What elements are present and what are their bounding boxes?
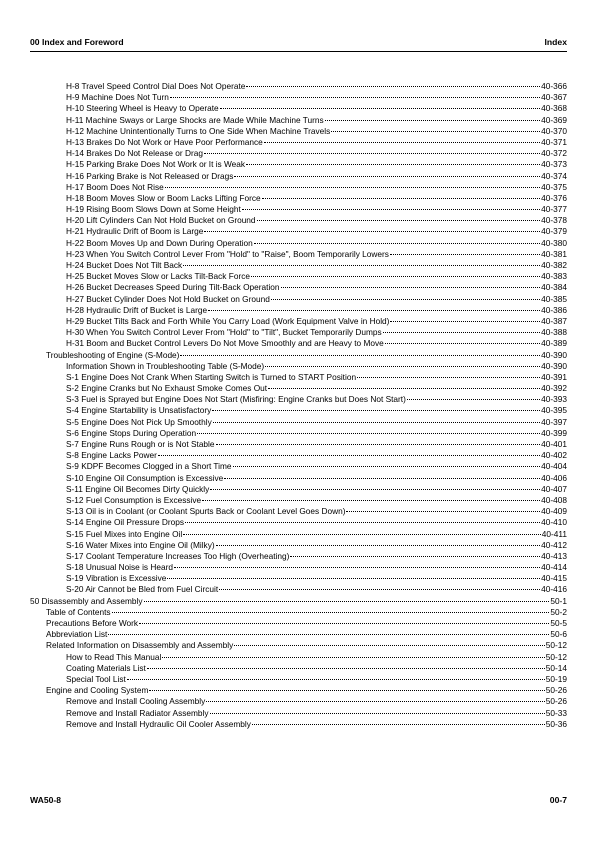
dot-leader	[208, 310, 540, 311]
toc-entry[interactable]	[30, 238, 567, 249]
dot-leader	[127, 679, 545, 680]
toc-entry-page: 40-411	[541, 528, 567, 539]
dot-leader	[158, 455, 540, 456]
toc-entry-title: S-20 Air Cannot be Bled from Fuel Circuit	[66, 584, 219, 595]
toc-entry[interactable]	[30, 428, 567, 439]
toc-entry-page: 40-380	[541, 237, 567, 248]
toc-entry[interactable]	[30, 551, 567, 562]
dot-leader	[165, 187, 540, 188]
table-of-contents	[30, 81, 567, 730]
dot-leader	[262, 198, 541, 199]
toc-entry-page: 40-368	[541, 103, 567, 114]
dot-leader	[265, 366, 540, 367]
dot-leader	[139, 623, 549, 624]
toc-entry-title: S-7 Engine Runs Rough or is Not Stable	[66, 439, 215, 449]
toc-entry-title: H-13 Brakes Do Not Work or Have Poor Performance	[66, 136, 263, 147]
dot-leader	[210, 713, 545, 714]
dot-leader	[144, 601, 550, 602]
toc-entry-title: H-16 Parking Brake is Not Released or Drags	[66, 170, 234, 181]
toc-entry-page: 40-390	[541, 360, 567, 371]
toc-entry-page: 40-386	[541, 304, 567, 315]
toc-entry-title: S-17 Coolant Temperature Increases Too High (Overheating)	[66, 550, 290, 561]
toc-entry-title: H-26 Bucket Decreases Speed During Tilt-Back Operation	[66, 282, 280, 293]
toc-entry-title: S-8 Engine Lacks Power	[66, 450, 157, 461]
page-footer	[30, 795, 567, 807]
dot-leader	[202, 500, 540, 501]
toc-entry-page: 40-414	[541, 562, 567, 573]
dot-leader	[204, 231, 540, 232]
toc-entry-page: 40-415	[541, 573, 567, 584]
dot-leader	[183, 265, 540, 266]
header-label: Index	[544, 37, 567, 47]
toc-entry[interactable]	[30, 204, 567, 215]
toc-entry-title: Precautions Before Work	[46, 618, 139, 628]
toc-entry[interactable]	[30, 473, 567, 484]
dot-leader	[185, 522, 540, 523]
dot-leader	[234, 645, 545, 646]
dot-leader	[281, 287, 541, 288]
toc-entry-page: 40-395	[541, 405, 567, 416]
toc-entry[interactable]	[30, 450, 567, 461]
dot-leader	[246, 86, 540, 87]
toc-entry[interactable]	[30, 629, 567, 640]
dot-leader	[264, 142, 540, 143]
dot-leader	[183, 534, 541, 535]
toc-entry-title: Engine and Cooling System	[46, 685, 149, 696]
toc-entry-title: S-13 Oil is in Coolant (or Coolant Spurts Back or Coolant Level Goes Down)	[66, 506, 346, 517]
dot-leader	[242, 209, 540, 210]
toc-entry[interactable]	[30, 193, 567, 204]
toc-entry-page: 40-371	[541, 136, 567, 147]
toc-entry-title: S-15 Fuel Mixes into Engine Oil	[66, 528, 183, 539]
toc-entry-title: H-11 Machine Sways or Large Shocks are Made While Machine Turns	[66, 114, 324, 125]
toc-entry-page: 50-36	[545, 718, 567, 729]
toc-entry-title: Special Tool List	[66, 673, 126, 684]
toc-entry-page: 40-375	[541, 181, 567, 192]
toc-entry[interactable]	[30, 137, 567, 148]
toc-entry[interactable]	[30, 663, 567, 674]
toc-entry-page: 40-416	[541, 584, 567, 595]
toc-entry-title: How to Read This Manual	[66, 651, 162, 662]
toc-entry[interactable]	[30, 484, 567, 495]
toc-entry-title: H-31 Boom and Bucket Control Levers Do Not Move Smoothly and are Heavy to Move	[66, 338, 384, 349]
toc-entry-page: 40-404	[541, 461, 567, 472]
toc-entry-title: H-21 Hydraulic Drift of Boom is Large	[66, 226, 204, 237]
toc-entry[interactable]	[30, 294, 567, 305]
dot-leader	[108, 634, 549, 635]
toc-entry-title: S-19 Vibration is Excessive	[66, 573, 167, 584]
toc-entry[interactable]	[30, 394, 567, 405]
toc-entry-title: H-15 Parking Brake Does Not Work or It is Weak	[66, 159, 246, 170]
toc-entry[interactable]	[30, 640, 567, 651]
dot-leader	[149, 690, 544, 691]
toc-entry-title: H-23 When You Switch Control Lever From "Hold" to "Raise", Boom Temporarily Lowers	[66, 248, 389, 259]
toc-entry[interactable]	[30, 103, 567, 114]
toc-entry-page: 40-393	[541, 394, 567, 405]
toc-entry-title: S-16 Water Mixes into Engine Oil (Milky)	[66, 539, 215, 550]
toc-entry[interactable]	[30, 249, 567, 260]
toc-entry-title: S-12 Fuel Consumption is Excessive	[66, 494, 202, 505]
toc-entry-title: H-17 Boom Does Not Rise	[66, 181, 164, 192]
toc-entry-title: Coating Materials List	[66, 662, 146, 673]
toc-entry[interactable]	[30, 148, 567, 159]
toc-entry[interactable]	[30, 260, 567, 271]
toc-entry-title: H-8 Travel Speed Control Dial Does Not Operate	[66, 81, 246, 91]
toc-entry-page: 40-378	[541, 215, 567, 226]
toc-entry-title: H-10 Steering Wheel is Heavy to Operate	[66, 103, 219, 114]
dot-leader	[204, 153, 540, 154]
dot-leader	[220, 108, 541, 109]
toc-entry-page: 40-412	[541, 539, 567, 550]
toc-entry[interactable]	[30, 383, 567, 394]
toc-entry[interactable]	[30, 159, 567, 170]
toc-entry-title: S-14 Engine Oil Pressure Drops	[66, 517, 185, 528]
dot-leader	[213, 422, 540, 423]
toc-entry[interactable]	[30, 92, 567, 103]
dot-leader	[246, 164, 540, 165]
toc-entry-page: 40-392	[541, 383, 567, 394]
toc-entry[interactable]	[30, 338, 567, 349]
toc-entry-page: 40-391	[541, 371, 567, 382]
dot-leader	[234, 176, 540, 177]
dot-leader	[216, 545, 541, 546]
toc-entry-title: H-14 Brakes Do Not Release or Drag	[66, 148, 203, 159]
toc-entry-title: H-18 Boom Moves Slow or Boom Lacks Lifting Force	[66, 192, 261, 203]
toc-entry[interactable]	[30, 126, 567, 137]
toc-entry-title: S-4 Engine Startability is Unsatisfactory	[66, 405, 212, 416]
toc-entry[interactable]	[30, 708, 567, 719]
toc-entry-title: H-12 Machine Unintentionally Turns to One Side When Machine Travels	[66, 125, 331, 136]
toc-entry[interactable]	[30, 573, 567, 584]
toc-entry-page: 50-19	[545, 673, 567, 684]
dot-leader	[210, 489, 540, 490]
dot-leader	[390, 254, 540, 255]
dot-leader	[254, 243, 540, 244]
toc-entry-page: 40-369	[541, 114, 567, 125]
toc-entry-page: 40-383	[541, 271, 567, 282]
toc-entry-title: Remove and Install Radiator Assembly	[66, 707, 209, 718]
toc-entry[interactable]	[30, 461, 567, 472]
toc-entry-page: 50-14	[545, 662, 567, 673]
toc-entry-page: 50-26	[545, 696, 567, 707]
toc-entry-page: 40-366	[541, 81, 567, 91]
toc-entry[interactable]	[30, 529, 567, 540]
toc-entry-page: 50-6	[550, 629, 567, 640]
toc-entry-page: 50-26	[545, 685, 567, 696]
toc-entry-page: 50-12	[545, 651, 567, 662]
dot-leader	[167, 578, 540, 579]
toc-entry-page: 50-33	[545, 707, 567, 718]
toc-entry-page: 50-5	[550, 618, 567, 628]
toc-entry[interactable]	[30, 495, 567, 506]
toc-entry[interactable]	[30, 226, 567, 237]
dot-leader	[206, 701, 544, 702]
toc-entry[interactable]	[30, 171, 567, 182]
toc-entry[interactable]	[30, 696, 567, 707]
toc-entry-page: 50-1	[550, 595, 567, 606]
toc-entry-page: 40-402	[541, 450, 567, 461]
toc-entry-title: H-9 Machine Does Not Turn	[66, 92, 169, 103]
toc-entry-title: S-5 Engine Does Not Pick Up Smoothly	[66, 416, 212, 427]
header-section-title: 00 Index and Foreword	[30, 37, 124, 47]
toc-entry-page: 40-388	[541, 327, 567, 338]
toc-entry-title: S-2 Engine Cranks but No Exhaust Smoke Comes Out	[66, 383, 268, 394]
toc-entry[interactable]	[30, 372, 567, 383]
dot-leader	[385, 343, 540, 344]
toc-entry-page: 40-377	[541, 204, 567, 215]
toc-entry[interactable]	[30, 215, 567, 226]
toc-entry-page: 40-397	[541, 416, 567, 427]
toc-entry-page: 40-384	[541, 282, 567, 293]
toc-entry[interactable]	[30, 596, 567, 607]
toc-entry-page: 40-385	[541, 293, 567, 304]
toc-entry[interactable]	[30, 316, 567, 327]
toc-entry[interactable]	[30, 439, 567, 450]
toc-entry-page: 40-409	[541, 506, 567, 517]
dot-leader	[407, 399, 540, 400]
dot-leader	[325, 120, 541, 121]
toc-entry[interactable]	[30, 540, 567, 551]
toc-entry[interactable]	[30, 517, 567, 528]
toc-entry-title: S-3 Fuel is Sprayed but Engine Does Not Start (Misfiring: Engine Cranks but Does Not Start)	[66, 394, 406, 405]
toc-entry[interactable]	[30, 271, 567, 282]
toc-entry-title: Troubleshooting of Engine (S-Mode)	[46, 349, 180, 360]
footer-model: WA50-8	[30, 795, 62, 805]
toc-entry[interactable]	[30, 618, 567, 629]
toc-entry-title: H-24 Bucket Does Not Tilt Back	[66, 260, 183, 270]
toc-entry-title: H-20 Lift Cylinders Can Not Hold Bucket on Ground	[66, 215, 256, 226]
toc-entry[interactable]	[30, 115, 567, 126]
dot-leader	[180, 355, 540, 356]
toc-entry[interactable]	[30, 506, 567, 517]
toc-entry-page: 40-406	[541, 472, 567, 483]
toc-entry[interactable]	[30, 282, 567, 293]
toc-entry-title: S-11 Engine Oil Becomes Dirty Quickly	[66, 483, 210, 494]
toc-entry[interactable]	[30, 405, 567, 416]
toc-entry-page: 40-367	[541, 92, 567, 103]
toc-entry-page: 50-12	[545, 640, 567, 651]
toc-entry-page: 40-390	[541, 349, 567, 360]
toc-entry-page: 40-399	[541, 427, 567, 438]
toc-entry-title: H-19 Rising Boom Slows Down at Some Height	[66, 204, 241, 215]
toc-entry-title: S-6 Engine Stops During Operation	[66, 427, 197, 438]
toc-entry-title: H-29 Bucket Tilts Back and Forth While You Carry Load (Work Equipment Valve in Hold)	[66, 315, 390, 326]
dot-leader	[390, 321, 540, 322]
dot-leader	[224, 478, 540, 479]
toc-entry-page: 40-401	[541, 439, 567, 449]
toc-entry[interactable]	[30, 305, 567, 316]
toc-entry-page: 40-370	[541, 125, 567, 136]
dot-leader	[219, 589, 540, 590]
dot-leader	[383, 332, 540, 333]
dot-leader	[197, 433, 540, 434]
toc-entry-page: 40-376	[541, 192, 567, 203]
toc-entry[interactable]	[30, 685, 567, 696]
toc-entry[interactable]	[30, 584, 567, 595]
toc-entry[interactable]	[30, 607, 567, 618]
toc-entry-page: 40-374	[541, 170, 567, 181]
toc-entry-title: 50 Disassembly and Assembly	[30, 595, 143, 606]
dot-leader	[271, 299, 540, 300]
dot-leader	[233, 466, 541, 467]
toc-entry-title: Remove and Install Cooling Assembly	[66, 696, 206, 707]
toc-entry-page: 40-372	[541, 148, 567, 159]
toc-entry[interactable]	[30, 719, 567, 730]
dot-leader	[147, 668, 545, 669]
toc-entry[interactable]	[30, 562, 567, 573]
toc-entry[interactable]	[30, 652, 567, 663]
toc-entry-title: Abbreviation List	[46, 629, 108, 640]
dot-leader	[290, 556, 540, 557]
dot-leader	[170, 97, 540, 98]
toc-entry-title: H-28 Hydraulic Drift of Bucket is Large	[66, 304, 208, 315]
toc-entry-title: S-1 Engine Does Not Crank When Starting Switch is Turned to START Position	[66, 371, 357, 382]
dot-leader	[174, 567, 540, 568]
toc-entry[interactable]	[30, 182, 567, 193]
dot-leader	[257, 220, 541, 221]
toc-entry-page: 40-373	[541, 159, 567, 170]
toc-entry[interactable]	[30, 350, 567, 361]
toc-entry-title: H-27 Bucket Cylinder Does Not Hold Bucket on Ground	[66, 293, 270, 304]
toc-entry-title: Information Shown in Troubleshooting Table (S-Mode)	[66, 360, 265, 371]
toc-entry[interactable]	[30, 327, 567, 338]
toc-entry[interactable]	[30, 361, 567, 372]
toc-entry-title: H-25 Bucket Moves Slow or Lacks Tilt-Back Force	[66, 271, 250, 282]
toc-entry-title: Table of Contents	[46, 606, 111, 617]
dot-leader	[331, 131, 540, 132]
toc-entry[interactable]	[30, 81, 567, 92]
dot-leader	[357, 377, 540, 378]
toc-entry-page: 40-410	[541, 517, 567, 528]
toc-entry[interactable]	[30, 674, 567, 685]
toc-entry-page: 40-407	[541, 483, 567, 494]
toc-entry-title: S-18 Unusual Noise is Heard	[66, 562, 173, 573]
dot-leader	[251, 276, 540, 277]
toc-entry[interactable]	[30, 417, 567, 428]
toc-entry-title: S-9 KDPF Becomes Clogged in a Short Time	[66, 461, 232, 472]
toc-entry-page: 40-382	[541, 260, 567, 270]
toc-entry-page: 40-408	[541, 494, 567, 505]
toc-entry-page: 50-2	[550, 606, 567, 617]
footer-page-number: 00-7	[549, 795, 567, 805]
toc-entry-page: 40-379	[541, 226, 567, 237]
dot-leader	[112, 612, 550, 613]
toc-entry-page: 40-413	[541, 550, 567, 561]
toc-entry-title: H-30 When You Switch Control Lever From "Hold" to "Tilt", Bucket Temporarily Dumps	[66, 327, 382, 338]
toc-entry-title: Remove and Install Hydraulic Oil Cooler Assembly	[66, 718, 251, 729]
page-header	[30, 37, 567, 52]
dot-leader	[216, 444, 541, 445]
dot-leader	[162, 657, 544, 658]
dot-leader	[268, 388, 540, 389]
toc-entry-page: 40-381	[541, 248, 567, 259]
toc-entry-page: 40-389	[541, 338, 567, 349]
dot-leader	[212, 410, 540, 411]
toc-entry-title: S-10 Engine Oil Consumption is Excessive	[66, 472, 224, 483]
toc-entry-title: H-22 Boom Moves Up and Down During Operation	[66, 237, 253, 248]
toc-entry-title: Related Information on Disassembly and Assembly	[46, 640, 234, 651]
toc-entry-page: 40-387	[541, 315, 567, 326]
dot-leader	[346, 511, 540, 512]
dot-leader	[252, 724, 545, 725]
